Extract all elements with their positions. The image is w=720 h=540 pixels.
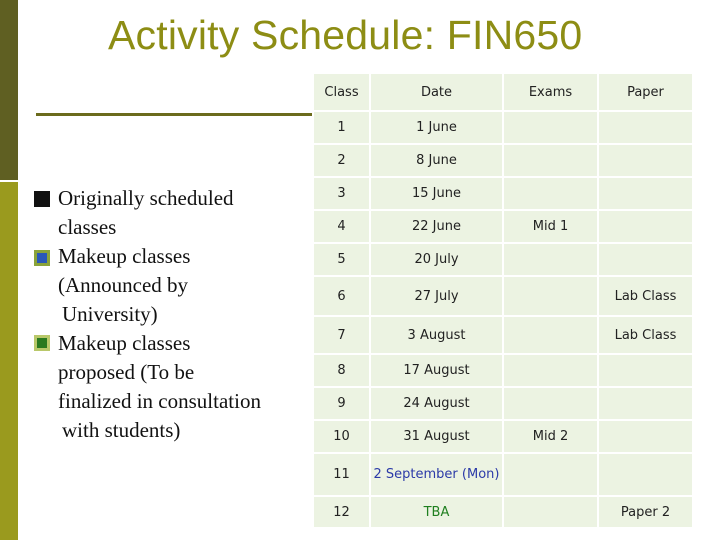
- date-cell: 8 June: [371, 145, 502, 176]
- blue-square-icon: [34, 250, 50, 266]
- paper-cell: Lab Class: [599, 317, 692, 353]
- legend-item-original: [34, 184, 261, 242]
- paper-cell: [599, 355, 692, 386]
- paper-cell: [599, 421, 692, 452]
- column-header-class: Class: [314, 74, 369, 110]
- date-cell: TBA: [371, 497, 502, 527]
- legend-text: Originally scheduled: [58, 186, 234, 210]
- legend-text: finalized in consultation: [58, 389, 261, 413]
- table-row: [314, 244, 692, 275]
- legend-item-proposed-makeup: [34, 329, 261, 445]
- class-cell: 7: [314, 317, 369, 353]
- date-cell: 24 August: [371, 388, 502, 419]
- paper-cell: [599, 454, 692, 495]
- left-accent-band-gap: [0, 180, 18, 182]
- legend: [34, 184, 261, 445]
- date-cell: 3 August: [371, 317, 502, 353]
- table-row: [314, 454, 692, 495]
- class-cell: 8: [314, 355, 369, 386]
- green-square-icon: [34, 335, 50, 351]
- exam-cell: [504, 244, 597, 275]
- exam-cell: [504, 497, 597, 527]
- exam-cell: [504, 112, 597, 143]
- schedule-table: [312, 72, 694, 529]
- date-cell: 17 August: [371, 355, 502, 386]
- column-header-paper: Paper: [599, 74, 692, 110]
- title-underline: [36, 113, 312, 116]
- legend-item-university-makeup: [34, 242, 261, 329]
- class-cell: 11: [314, 454, 369, 495]
- legend-text: Makeup classes: [58, 331, 191, 355]
- table-row: [314, 112, 692, 143]
- table-row: [314, 211, 692, 242]
- class-cell: 12: [314, 497, 369, 527]
- exam-cell: Mid 2: [504, 421, 597, 452]
- paper-cell: [599, 178, 692, 209]
- exam-cell: [504, 145, 597, 176]
- paper-cell: Lab Class: [599, 277, 692, 315]
- date-cell: 20 July: [371, 244, 502, 275]
- class-cell: 3: [314, 178, 369, 209]
- table-row: [314, 317, 692, 353]
- table-row: [314, 355, 692, 386]
- class-cell: 9: [314, 388, 369, 419]
- exam-cell: [504, 454, 597, 495]
- date-cell: 2 September (Mon): [371, 454, 502, 495]
- date-cell: 1 June: [371, 112, 502, 143]
- slide-title: Activity Schedule: FIN650: [108, 12, 583, 58]
- table-row: [314, 145, 692, 176]
- paper-cell: [599, 145, 692, 176]
- class-cell: 10: [314, 421, 369, 452]
- paper-cell: [599, 388, 692, 419]
- legend-text: Makeup classes: [58, 244, 191, 268]
- column-header-date: Date: [371, 74, 502, 110]
- class-cell: 5: [314, 244, 369, 275]
- column-header-exams: Exams: [504, 74, 597, 110]
- legend-text: classes: [58, 215, 117, 239]
- black-square-icon: [34, 191, 50, 207]
- table-row: [314, 178, 692, 209]
- table-row: [314, 277, 692, 315]
- class-cell: 4: [314, 211, 369, 242]
- paper-cell: Paper 2: [599, 497, 692, 527]
- table-row: [314, 497, 692, 527]
- legend-text: proposed (To be: [58, 360, 195, 384]
- class-cell: 2: [314, 145, 369, 176]
- paper-cell: [599, 112, 692, 143]
- date-cell: 22 June: [371, 211, 502, 242]
- legend-text: University): [62, 302, 158, 326]
- exam-cell: [504, 178, 597, 209]
- date-cell: 27 July: [371, 277, 502, 315]
- paper-cell: [599, 211, 692, 242]
- exam-cell: [504, 277, 597, 315]
- table-row: [314, 421, 692, 452]
- class-cell: 6: [314, 277, 369, 315]
- table-row: [314, 388, 692, 419]
- left-accent-band-dark: [0, 0, 18, 180]
- legend-text: (Announced by: [58, 273, 189, 297]
- exam-cell: [504, 388, 597, 419]
- date-cell: 15 June: [371, 178, 502, 209]
- exam-cell: Mid 1: [504, 211, 597, 242]
- exam-cell: [504, 355, 597, 386]
- date-cell: 31 August: [371, 421, 502, 452]
- table-header-row: [314, 74, 692, 110]
- class-cell: 1: [314, 112, 369, 143]
- paper-cell: [599, 244, 692, 275]
- exam-cell: [504, 317, 597, 353]
- legend-text: with students): [62, 418, 181, 442]
